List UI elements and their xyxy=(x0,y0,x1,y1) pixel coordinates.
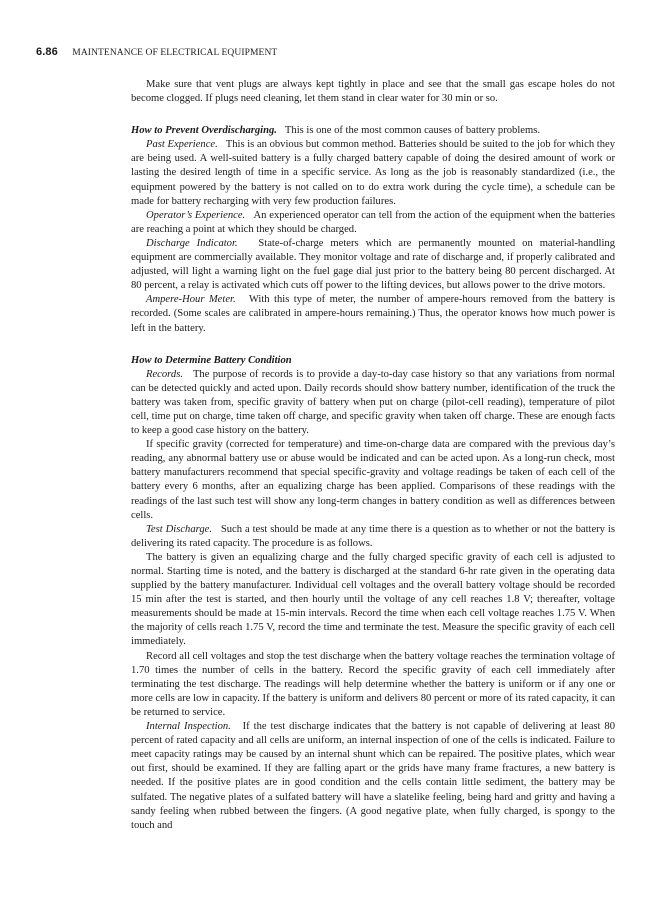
test-discharge-paragraph xyxy=(131,523,615,551)
subheading-test-discharge: Test Discharge. xyxy=(146,523,213,535)
ampere-hour-paragraph xyxy=(131,293,615,335)
specific-gravity-paragraph: If specific gravity (corrected for temperature) and time-on-charge data are compared with the previous day’s reading, any abnormal battery use or abuse would be indicated and can be acted upon. As a long-run check, most battery manufacturers recommend that special specific-gravity and voltage readings be taken of each cell of the battery every 6 months, after an equalizing charge has been applied. Comparisons of these readings with the readings of the last such test will show any long-term changes in battery condition as well as differences between cells. xyxy=(131,439,615,521)
equalizing-charge-paragraph: The battery is given an equalizing charge and the fully charged specific gravity of each cell is adjusted to normal. Starting time is noted, and the battery is discharged at the standard 6-hr rate given in the operating data supplied by the battery manufacturer. Individual cell voltages and the overall battery voltage should be recorded 15 min after the test is started, and then hourly until the voltage of any cell reaches 1.8 V; thereafter, voltage measurements should be made at 15-min intervals. Record the time when each cell voltage reaches 1.75 V. When the majority of cells reach 1.75 V, record the time and terminate the test. Measure the specific gravity of each cell immediately. xyxy=(131,551,615,648)
discharge-indicator-text: State-of-charge meters which are permanently mounted on material-handling equipment are commercially available. They monitor voltage and rate of discharge and, if properly calibrated and adjusted, will light a warning light on the fuel gage dial just prior to the battery being 80 percent discharged. At 80 percent, a relay is activated which cuts off power to the lifting devices, but allows power to the drive motors. xyxy=(131,237,615,292)
operator-experience-paragraph xyxy=(131,209,615,237)
section-heading-overdischarging: How to Prevent Overdischarging. xyxy=(131,125,277,137)
records-paragraph xyxy=(131,368,615,438)
subheading-records: Records. xyxy=(146,368,183,380)
internal-inspection-text: If the test discharge indicates that the battery is not capable of delivering at least 80 percent of rated capacity and all cells are uniform, an internal inspection of one of the cells is indicated. Failure to meet capacity ratings may be caused by an internal shunt which can be repaired. The positive plates, which wear out first, should be examined. If they are falling apart or the grids have many frame fractures, a new battery is needed. If the positive plates are in good condition and the cells contain little sediment, the battery may be sulfated. The negative plates of a sulfated battery will have a slatelike feeling, being hard and gritty and having a sandy feeling when rubbed between the fingers. (A good negative plate, when fully charged, is spongy to the touch and xyxy=(131,721,615,831)
past-experience-text: This is an obvious but common method. Batteries should be suited to the job for which they are being used. A well-suited battery is a fully charged battery capable of doing the desired amount of work or lasting the desired length of time in a specific service. As long as the job is reasonably standardized (i.e., the equipment powered by the battery is not called on to do extra work during the cycle time), a schedule can be made for battery recharging with very few production failures. xyxy=(131,139,616,207)
discharge-indicator-paragraph xyxy=(131,237,615,293)
operator-experience-text: An experienced operator can tell from the action of the equipment when the batteries are reaching a point at which they should be charged. xyxy=(131,209,615,235)
subheading-discharge-indicator: Discharge Indicator. xyxy=(146,237,238,249)
past-experience-paragraph xyxy=(131,138,615,208)
page-number: 6.86 xyxy=(36,46,58,58)
subheading-internal-inspection: Internal Inspection. xyxy=(146,721,231,733)
subheading-operator-experience: Operator’s Experience. xyxy=(146,209,246,221)
section-heading-battery-condition: How to Determine Battery Condition xyxy=(131,354,292,366)
overdischarging-paragraph xyxy=(131,124,615,138)
subheading-ampere-hour-meter: Ampere-Hour Meter. xyxy=(146,294,236,306)
subheading-past-experience: Past Experience. xyxy=(146,139,218,151)
intro-paragraph: Make sure that vent plugs are always kept tightly in place and see that the small gas escape holes do not become clogged. If plugs need cleaning, let them stand in clear water for 30 min or so. xyxy=(131,79,615,105)
records-text: The purpose of records is to provide a day-to-day case history so that any variations from normal can be detected quickly and acted upon. Daily records should show battery number, identification of the truck the battery was taken from, specific gravity of battery when put on charge (pilot-cell reading), temperature of pilot cell, time put on charge, time taken off charge, and specific gravity when taken off charge. These are enough facts to keep a good case history on the battery. xyxy=(131,368,615,437)
test-discharge-text: Such a test should be made at any time there is a question as to whether or not the battery is delivering its rated capacity. The procedure is as follows. xyxy=(131,523,615,549)
section-heading-text: This is one of the most common causes of battery problems. xyxy=(284,125,541,137)
ampere-hour-text: With this type of meter, the number of ampere-hours removed from the battery is recorded. (Some scales are calibrated in ampere-hours remaining.) Thus, the operator knows how much power is left in the battery. xyxy=(131,294,615,334)
body-text xyxy=(131,78,615,833)
running-title: MAINTENANCE OF ELECTRICAL EQUIPMENT xyxy=(72,48,278,58)
running-header xyxy=(36,46,277,58)
record-voltages-paragraph: Record all cell voltages and stop the test discharge when the battery voltage reaches the termination voltage of 1.70 times the number of cells in the battery. Record the specific gravity of each cell immediately after terminating the test discharge. The readings will help determine whether the battery is uniform or if any one or more cells are low in capacity. If the battery is uniform and delivers 80 percent or more of its rated capacity, it can be returned to service. xyxy=(131,650,615,718)
internal-inspection-paragraph xyxy=(131,720,615,833)
